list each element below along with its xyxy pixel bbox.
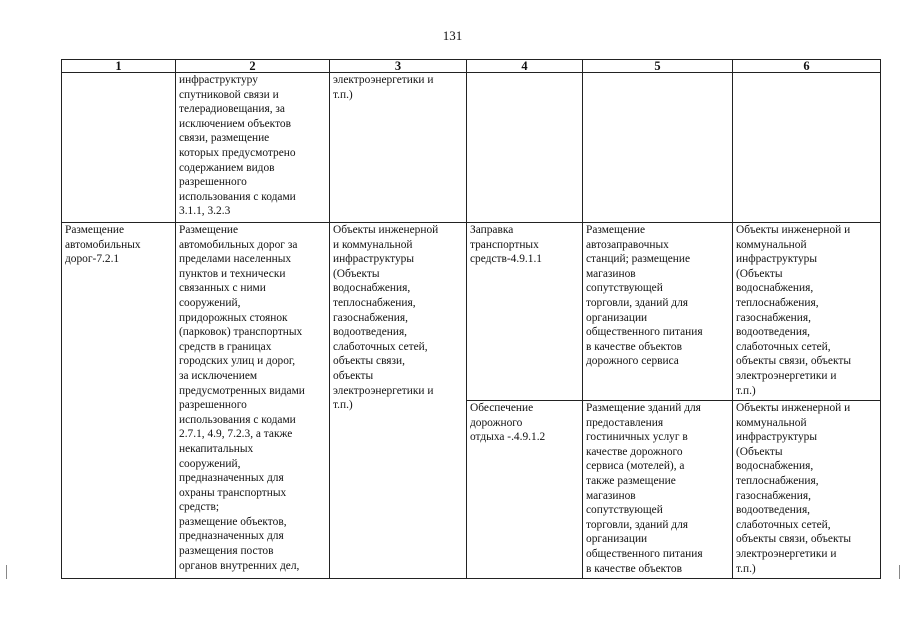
main-col1: Размещение автомобильных дорог-7.2.1	[62, 223, 176, 579]
header-cell-4: 4	[467, 60, 583, 73]
cont-col5	[583, 73, 733, 223]
table-row-continuation	[62, 73, 881, 223]
sub-a-col6: Объекты инженерной и коммунальной инфраструктуры (Объекты водоснабжения, теплоснабжения, газоснабжения, водоотведения, слаботочных сетей, объекты связи, объекты электроэнергетики и т.п.)	[733, 223, 881, 401]
sub-a-col4: Заправка транспортных средств-4.9.1.1	[467, 223, 583, 401]
table-row-main-a	[62, 223, 881, 401]
header-cell-2: 2	[176, 60, 330, 73]
sub-a-col5: Размещение автозаправочных станций; размещение магазинов сопутствующей торговли, зданий для организации общественного питания в качестве объектов дорожного сервиса	[583, 223, 733, 401]
sub-b-col6: Объекты инженерной и коммунальной инфраструктуры (Объекты водоснабжения, теплоснабжения, газоснабжения, водоотведения, слаботочных сетей, объекты связи, объекты электроэнергетики и т.п.)	[733, 401, 881, 579]
main-col3: Объекты инженерной и коммунальной инфраструктуры (Объекты водоснабжения, теплоснабжения, газоснабжения, водоотведения, слаботочных сетей, объекты связи, объекты электроэнергетики и т.п.)	[330, 223, 467, 579]
sub-b-col4: Обеспечение дорожного отдыха -.4.9.1.2	[467, 401, 583, 579]
cont-col4	[467, 73, 583, 223]
land-use-table	[61, 59, 881, 579]
cont-col6	[733, 73, 881, 223]
sub-b-col5: Размещение зданий для предоставления гостиничных услуг в качестве дорожного сервиса (мотелей), а также размещение магазинов сопутствующей торговли, зданий для организации общественного питания в качестве объектов	[583, 401, 733, 579]
header-cell-3: 3	[330, 60, 467, 73]
cont-col2: инфраструктуру спутниковой связи и телерадиовещания, за исключением объектов связи, размещение которых предусмотрено содержанием видов разрешенного использования с кодами 3.1.1, 3.2.3	[176, 73, 330, 223]
table-header-row	[62, 60, 881, 73]
main-col2: Размещение автомобильных дорог за пределами населенных пунктов и технически связанных с ними сооружений, придорожных стоянок (парковок) транспортных средств в границах городских улиц и дорог, за исключением предусмотренных видами разрешенного использования с кодами 2.7.1, 4.9, 7.2.3, а также некапитальных сооружений, предназначенных для охраны транспортных средств; размещение объектов, предназначенных для размещения постов органов внутренних дел,	[176, 223, 330, 579]
header-cell-1: 1	[62, 60, 176, 73]
page-number: 131	[442, 28, 463, 43]
right-edge-mark	[899, 565, 900, 579]
left-edge-mark	[6, 565, 7, 579]
header-cell-5: 5	[583, 60, 733, 73]
cont-col3: электроэнергетики и т.п.)	[330, 73, 467, 223]
header-cell-6: 6	[733, 60, 881, 73]
cont-col1	[62, 73, 176, 223]
